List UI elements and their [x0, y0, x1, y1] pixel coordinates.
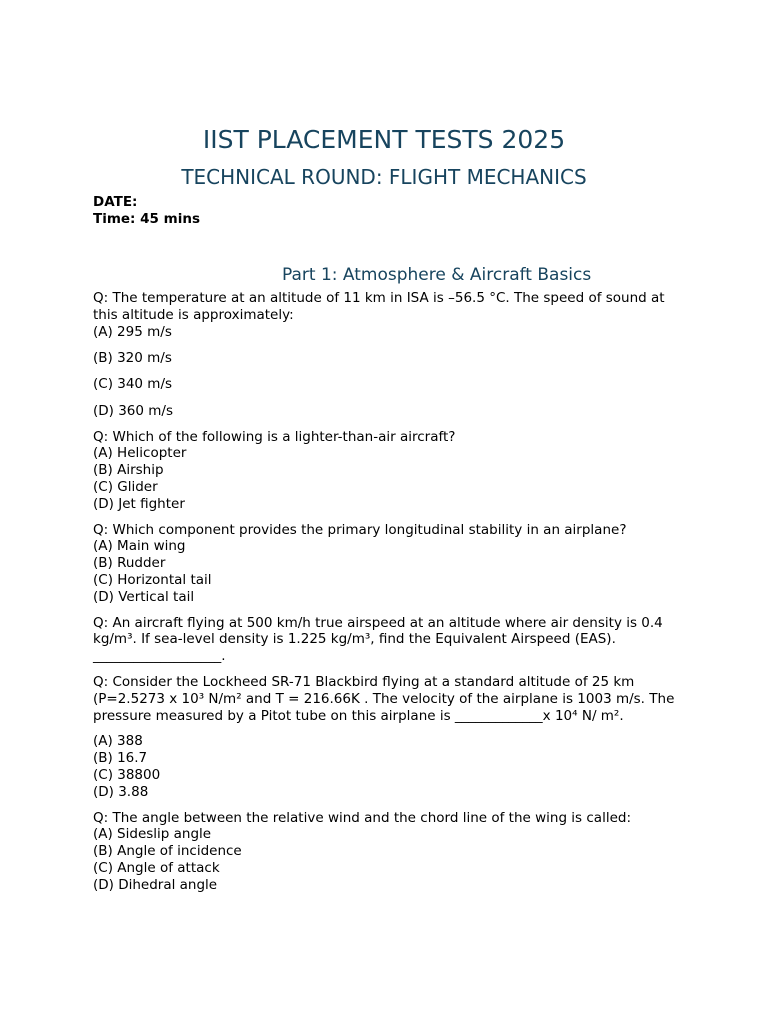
question-list	[93, 290, 683, 902]
question-3-option-a: (A) Main wing	[93, 538, 186, 555]
question-5-option-a: (A) 388	[93, 733, 143, 750]
question-3-text: Q: Which component provides the primary longitudinal stability in an airplane?	[93, 521, 627, 538]
question-4	[93, 615, 683, 665]
part-1-heading: Part 1: Atmosphere & Aircraft Basics	[282, 265, 592, 285]
question-6-option-a: (A) Sideslip angle	[93, 826, 212, 843]
question-3	[93, 522, 683, 606]
time-label: Time: 45 mins	[93, 211, 200, 227]
question-2-text: Q: Which of the following is a lighter-than-air aircraft?	[93, 428, 456, 445]
question-6-option-d: (D) Dihedral angle	[93, 876, 218, 893]
question-6-text: Q: The angle between the relative wind and the chord line of the wing is called:	[93, 809, 632, 826]
question-2-option-a: (A) Helicopter	[93, 445, 187, 462]
question-6	[93, 810, 683, 894]
question-6-option-b: (B) Angle of incidence	[93, 843, 242, 860]
question-5-text: Q: Consider the Lockheed SR-71 Blackbird flying at a standard altitude of 25 km (P=2.5273 x 10³ N/m² and T = 216.66K . The velocity of the airplane is 1003 m/s. The pressure measured by a Pitot tube on this airplane is _____________x 10⁴ N/ m².	[93, 673, 675, 724]
question-2	[93, 429, 683, 513]
question-1-option-d: (D) 360 m/s	[93, 402, 174, 419]
test-meta	[93, 194, 200, 228]
question-2-option-d: (D) Jet fighter	[93, 495, 185, 512]
question-6-option-c: (C) Angle of attack	[93, 859, 220, 876]
question-3-option-c: (C) Horizontal tail	[93, 571, 212, 588]
question-4-text: Q: An aircraft flying at 500 km/h true airspeed at an altitude where air density is 0.4 kg/m³. If sea-level density is 1.225 kg/m³, find the Equivalent Airspeed (EAS).	[93, 614, 663, 648]
question-5-option-b: (B) 16.7	[93, 750, 148, 767]
question-1-option-a: (A) 295 m/s	[93, 323, 172, 340]
question-3-option-d: (D) Vertical tail	[93, 588, 195, 605]
document-subtitle: TECHNICAL ROUND: FLIGHT MECHANICS	[181, 165, 587, 189]
question-5-option-d: (D) 3.88	[93, 783, 149, 800]
question-2-option-c: (C) Glider	[93, 478, 158, 495]
date-label: DATE:	[93, 194, 138, 210]
question-2-option-b: (B) Airship	[93, 462, 164, 479]
question-3-option-b: (B) Rudder	[93, 555, 166, 572]
question-1-text: Q: The temperature at an altitude of 11 km in ISA is –56.5 °C. The speed of sound at this altitude is approximately:	[93, 290, 665, 323]
question-4-answer-blank: ___________________.	[93, 648, 226, 665]
question-5-option-c: (C) 38800	[93, 766, 161, 783]
question-1-option-b: (B) 320 m/s	[93, 349, 172, 366]
question-1-option-c: (C) 340 m/s	[93, 376, 173, 393]
question-5	[93, 674, 683, 801]
question-1	[93, 290, 683, 420]
document-title: IIST PLACEMENT TESTS 2025	[202, 125, 566, 154]
